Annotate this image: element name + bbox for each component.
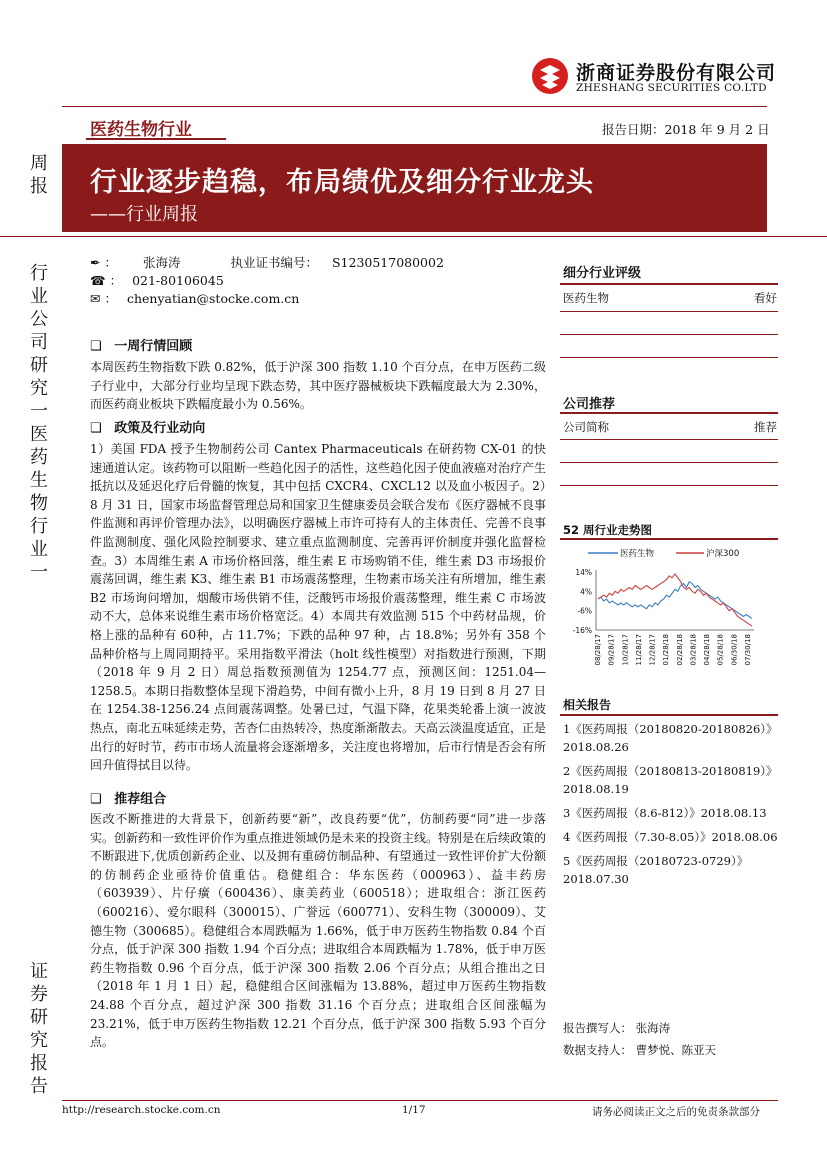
rating-row xyxy=(563,290,777,306)
related-rule xyxy=(560,714,778,716)
x-tick-label: 09/28/17 xyxy=(607,634,616,666)
pen-icon: ✒ xyxy=(90,255,101,270)
x-tick-label: 02/28/18 xyxy=(675,634,684,666)
series-line-1 xyxy=(598,574,752,626)
mail-icon: ✉ xyxy=(90,291,101,306)
section-text-policy: 1）美国 FDA 授予生物制药公司 Cantex Pharmaceuticals 在研药物 CX-01 的快速通道认定。该药物可以阻断一些趋化因子的活性，这些趋化因子使血液癌对治疗产生抵抗以及延迟化疗后骨髓的恢复，其中包括 CXCR4、CXCL12 以及血小板因子。2）8 月 31 日，国家市场监督管理总局和国家卫生健康委员会联合发布《医疗器械不良事件监测和再评价管理办法》，以明确医疗器械上市许可持有人的主体责任、完善不良事件监测制度、强化风险控制要求、建立重点监测制度、完善再评价制度并强化监督检查。3）本周维生素 A 市场价格回落，维生素 E 市场购销不佳，维生素 D3 市场报价震荡回调，维生素 K3、维生素 B1 市场震荡整理，生物素市场关注有所增加，维生素 B2 市场询问增加，烟酸市场供销不佳，泛酸钙市场报价震荡整理，维生素 C 市场波动不大，总体来说维生素市场价格宽泛。4）本周共有效监测 515 个中药材品规，价格上涨的品种有 60种，占 11.7%；下跌的品种 97 种，占 18.8%；另外有 358 个品种价格与上周同期持平。采用指数平滑法（holt 线性模型）对指数进行预测，下期（2018 年 9 月 2 日）周总指数预测值为 1254.77 点，预测区间：1251.04—1258.5。本期日指数整体呈现下滑趋势，中间有微小上升，8 月 19 日到 8 月 27 日在 1254.38-1256.24 点间震荡调整。处暑已过，气温下降，花果类轮番上演一波波热点，南北五味延续走势，苦杏仁由热转冷，热度渐渐散去。天高云淡温度适宜，正是出行的好时节，药市市场人流量将会逐渐增多，关注度也将增加，后市行情是否会有所回升值得拭目以待。 xyxy=(90,442,547,773)
x-tick-label: 11/28/17 xyxy=(634,634,643,666)
y-tick-label: 14% xyxy=(575,568,592,577)
company-name-cn: 浙商证券股份有限公司 xyxy=(576,62,777,84)
section-heading-portfolio: ❑ 推荐组合 xyxy=(90,792,167,807)
x-tick-label: 04/28/18 xyxy=(703,634,712,666)
x-tick-label: 10/28/17 xyxy=(621,634,630,666)
rating-industry: 医药生物 xyxy=(563,291,609,305)
legend-label-hs300: 沪深300 xyxy=(706,549,740,559)
weekly-label: 周 报 xyxy=(30,153,48,197)
related-heading: 相关报告 xyxy=(563,698,612,712)
zheshang-logo-icon xyxy=(530,56,570,96)
company-research-label: 行 业 公 司 研 究 一 医 药 生 物 行 业 一 xyxy=(30,263,48,583)
securities-report-label: 证 券 研 究 报 告 xyxy=(30,961,48,1097)
page-number: 1/17 xyxy=(402,1104,426,1116)
legend-label-pharma: 医药生物 xyxy=(620,549,655,559)
report-subtitle: ——行业周报 xyxy=(90,204,198,225)
x-tick-label: 08/28/17 xyxy=(594,634,602,666)
trend-chart xyxy=(558,542,780,690)
analyst-name: 张海涛 xyxy=(142,255,181,270)
footer-rule xyxy=(62,1100,778,1101)
x-tick-label: 01/28/18 xyxy=(662,634,671,666)
section-text-weekly-review: 本周医药生物指数下跌 0.82%，低于沪深 300 指数 1.10 个百分点，在申万医药二级子行业中，大部分行业均呈现下跌态势，其中医疗器械板块下跌幅度最大为 2.30%，而医药商业板块下跌幅度最小为 0.56%。 xyxy=(90,360,546,412)
report-title: 行业逐步趋稳，布局绩优及细分行业龙头 xyxy=(90,167,594,198)
company-col-value: 推荐 xyxy=(754,420,777,434)
footer-url[interactable]: http://research.stocke.com.cn xyxy=(62,1104,221,1116)
email-row: ✉ ： chenyatian@stocke.com.cn xyxy=(90,291,300,306)
company-line-1 xyxy=(560,439,778,440)
license-label: 执业证书编号： xyxy=(230,255,318,270)
x-tick-label: 12/28/17 xyxy=(648,634,657,666)
y-tick-label: -16% xyxy=(572,626,592,635)
x-tick-label: 07/30/18 xyxy=(744,634,752,666)
related-item[interactable]: 3《医药周报（8.6-812）》2018.08.13 xyxy=(563,806,767,820)
company-rule xyxy=(560,412,778,414)
phone-row: ☎ ： 021-80106045 xyxy=(90,273,224,288)
company-logo xyxy=(530,56,777,100)
company-name-en: ZHESHANG SECURITIES CO.LTD xyxy=(576,82,767,94)
section-heading-policy: ❑ 政策及行业动向 xyxy=(90,421,206,436)
phone-icon: ☎ xyxy=(90,273,106,288)
x-tick-label: 06/30/18 xyxy=(730,634,739,666)
footer-disclaimer: 请务必阅读正文之后的免责条款部分 xyxy=(592,1106,760,1118)
analyst-row: ✒ ： 张海涛 执业证书编号： S1230517080002 xyxy=(90,255,444,270)
x-tick-label: 03/28/18 xyxy=(689,634,698,666)
company-col-name: 公司简称 xyxy=(563,420,609,434)
y-tick-label: 4% xyxy=(580,587,592,597)
bullet-box-icon: ❑ xyxy=(90,339,102,354)
rating-line-2 xyxy=(560,334,778,335)
trend-chart-heading: 52 周行业走势图 xyxy=(563,523,653,537)
related-item[interactable]: 4《医药周报（7.30-8.05）》2018.08.06 xyxy=(563,830,778,844)
banner-bottom-rule xyxy=(0,236,827,237)
data-supporters: 数据支持人： 曹梦悦、陈亚天 xyxy=(563,1043,717,1057)
company-line-3 xyxy=(560,485,778,486)
phone-number: 021-80106045 xyxy=(132,273,224,288)
company-line-2 xyxy=(560,462,778,463)
header-rule xyxy=(62,106,767,107)
license-number: S1230517080002 xyxy=(331,255,444,270)
email-address[interactable]: chenyatian@stocke.com.cn xyxy=(126,291,300,306)
section-text-portfolio: 医改不断推进的大背景下，创新药要“新”，改良药要“优”，仿制药要“同”进一步落实。创新药和一致性评价作为重点推进领域仍是未来的投资主线。特别是在后续政策的不断跟进下,优质创新药企业、以及拥有重磅仿制品种、有望通过一致性评价扩大份额的仿制药企业亟待价值重估。稳健组合：华东医药（000963）、益丰药房（603939）、片仔癀（600436）、康美药业（600518）；进取组合：浙江医药（600216）、爱尔眼科（300015）、广誉远（600771）、安科生物（300009）、艾德生物（300685）。稳健组合本周跌幅为 1.66%，低于申万医药生物指数 0.84 个百分点，低于沪深 300 指数 1.94 个百分点；进取组合本周跌幅为 1.78%，低于申万医药生物指数 0.96 个百分点，低于沪深 300 指数 2.06 个百分点；从组合推出之日（2018 年 1 月 1 日）起，稳健组合区间涨幅为 13.88%，超过申万医药生物指数 24.88 个百分点，超过沪深 300 指数 31.16 个百分点；进取组合区间涨幅为 23.21%，低于申万医药生物指数 12.21 个百分点，低于沪深 300 指数 5.93 个百分点。 xyxy=(90,812,547,1050)
bullet-box-icon: ❑ xyxy=(90,421,102,436)
trend-rule xyxy=(560,538,778,540)
bullet-box-icon: ❑ xyxy=(90,792,102,807)
x-tick-label: 05/28/18 xyxy=(716,634,725,666)
related-item[interactable]: 1《医药周报（20180820-20180826）》 2018.08.26 xyxy=(563,722,778,754)
series-line-0 xyxy=(598,582,752,619)
report-date: 报告日期：2018 年 9 月 2 日 xyxy=(602,122,770,137)
industry-name: 医药生物行业 xyxy=(90,120,192,140)
section-heading-weekly-review: ❑ 一周行情回顾 xyxy=(90,339,193,354)
rating-heading: 细分行业评级 xyxy=(563,266,642,281)
y-tick-label: -6% xyxy=(577,606,592,616)
industry-underline xyxy=(86,138,226,140)
rating-line-3 xyxy=(560,357,778,358)
company-heading: 公司推荐 xyxy=(563,397,616,412)
company-header-row xyxy=(563,419,777,435)
rating-value: 看好 xyxy=(754,291,777,305)
related-item[interactable]: 2《医药周报（20180813-20180819）》 2018.08.19 xyxy=(563,764,778,796)
report-author: 报告撰写人： 张海涛 xyxy=(563,1021,671,1035)
related-list xyxy=(563,720,778,888)
related-item[interactable]: 5《医药周报（20180723-0729）》 2018.07.30 xyxy=(563,854,749,886)
rating-line-1 xyxy=(560,311,778,312)
rating-rule xyxy=(560,283,778,285)
